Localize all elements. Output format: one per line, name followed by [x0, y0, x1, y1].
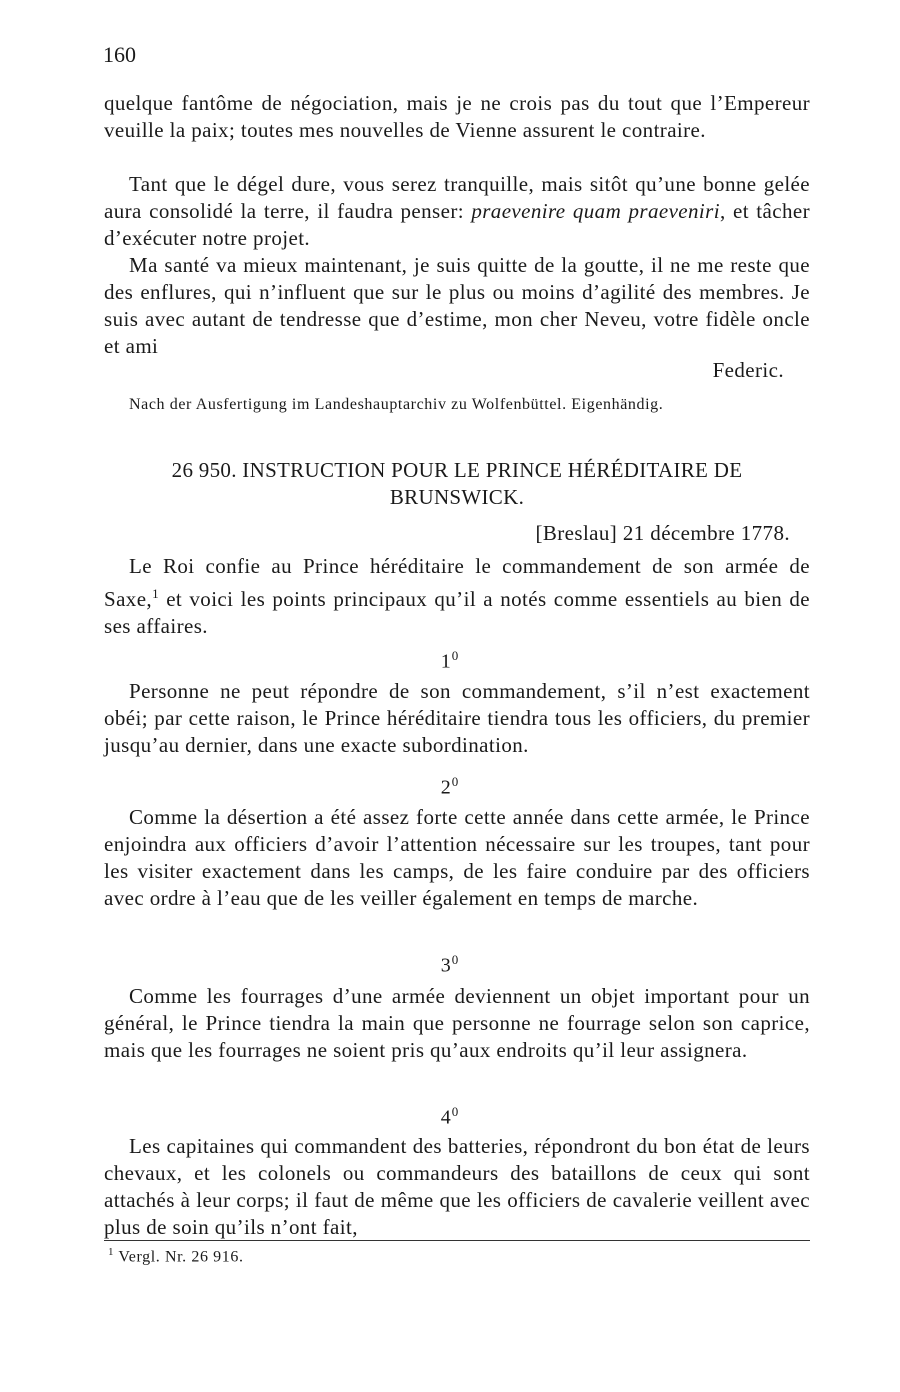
section-number-2 — [0, 774, 900, 800]
footnote-mark: 1 — [108, 1246, 115, 1258]
latin-phrase: praevenire quam praeveniri — [471, 199, 720, 223]
paragraph-2-text-a: Tant que le dégel dure, vous serez tranquille, mais sitôt qu’une bonne gelée aura consolidé la terre, il faudra penser: — [104, 172, 810, 223]
section-degree-mark: 0 — [451, 648, 460, 663]
footnote-text: Vergl. Nr. 26 916. — [114, 1248, 244, 1266]
footnote-divider — [104, 1240, 810, 1241]
intro-text-a: Le Roi confie au Prince héréditaire le commandement de son armée de Saxe, — [104, 554, 810, 611]
section-degree-mark: 0 — [451, 952, 460, 967]
section-number-value: 2 — [440, 776, 452, 799]
signature: Federic. — [712, 358, 784, 382]
section-degree-mark: 0 — [451, 1104, 460, 1119]
section-number-value: 1 — [440, 650, 452, 673]
section-number-4 — [0, 1104, 900, 1130]
section-number-3 — [0, 952, 900, 978]
letter-paragraph-1: quelque fantôme de négociation, mais je ne crois pas du tout que l’Empereur veuille la paix; toutes mes nouvelles de Vienne assurent le contraire. — [104, 91, 810, 142]
heading-line-2: BRUNSWICK. — [389, 485, 525, 509]
intro-text-b: et voici les points principaux qu’il a notés comme essentiels au bien de ses affaires. — [104, 587, 810, 638]
intro-paragraph — [104, 553, 810, 640]
letter-paragraph-3: Ma santé va mieux maintenant, je suis quitte de la goutte, il ne me reste que des enflures, qui n’influent que sur le plus ou moins d’agilité des membres. Je suis avec autant de tendresse que d’estime, mon cher Neveu, votre fidèle oncle et ami — [104, 253, 810, 358]
section-degree-mark: 0 — [451, 774, 460, 789]
section-paragraph-3: Comme les fourrages d’une armée deviennent un objet important pour un général, le Prince tiendra la main que personne ne fourrage selon son caprice, mais que les fourrages ne soient pris qu’aux endroits qu’il leur assignera. — [104, 984, 810, 1062]
dateline: [Breslau] 21 décembre 1778. — [535, 521, 790, 545]
section-number-value: 4 — [440, 1106, 452, 1129]
section-number-1 — [0, 648, 900, 674]
section-paragraph-1: Personne ne peut répondre de son commandement, s’il n’est exactement obéi; par cette raison, le Prince héréditaire tiendra tous les officiers, du premier jusqu’au dernier, dans une exacte subordination. — [104, 679, 810, 757]
page-number: 160 — [103, 42, 136, 67]
footnote — [108, 1246, 244, 1266]
source-note: Nach der Ausfertigung im Landeshauptarchiv zu Wolfenbüttel. Eigenhändig. — [129, 396, 664, 413]
heading-line-1: 26 950. INSTRUCTION POUR LE PRINCE HÉRÉDITAIRE DE — [171, 458, 743, 482]
section-paragraph-2: Comme la désertion a été assez forte cette année dans cette armée, le Prince enjoindra aux officiers d’avoir l’attention nécessaire sur les troupes, tant pour les visiter exactement dans les camps, de les faire conduire par des officiers avec ordre à l’eau que de les veiller également en temps de marche. — [104, 805, 810, 910]
letter-paragraph-2 — [104, 171, 810, 252]
footnote-reference[interactable]: 1 — [152, 586, 159, 601]
document-heading — [104, 457, 810, 511]
paragraph-2-text-b: , et tâcher d’exécuter notre projet. — [104, 199, 810, 250]
section-number-value: 3 — [440, 954, 452, 977]
section-paragraph-4: Les capitaines qui commandent des batteries, répondront du bon état de leurs chevaux, et les colonels ou commandeurs des bataillons de ceux qui sont attachés à leur corps; il faut de même que les officiers de cavalerie veillent avec plus de soin qu’ils n’ont fait, — [104, 1134, 810, 1239]
